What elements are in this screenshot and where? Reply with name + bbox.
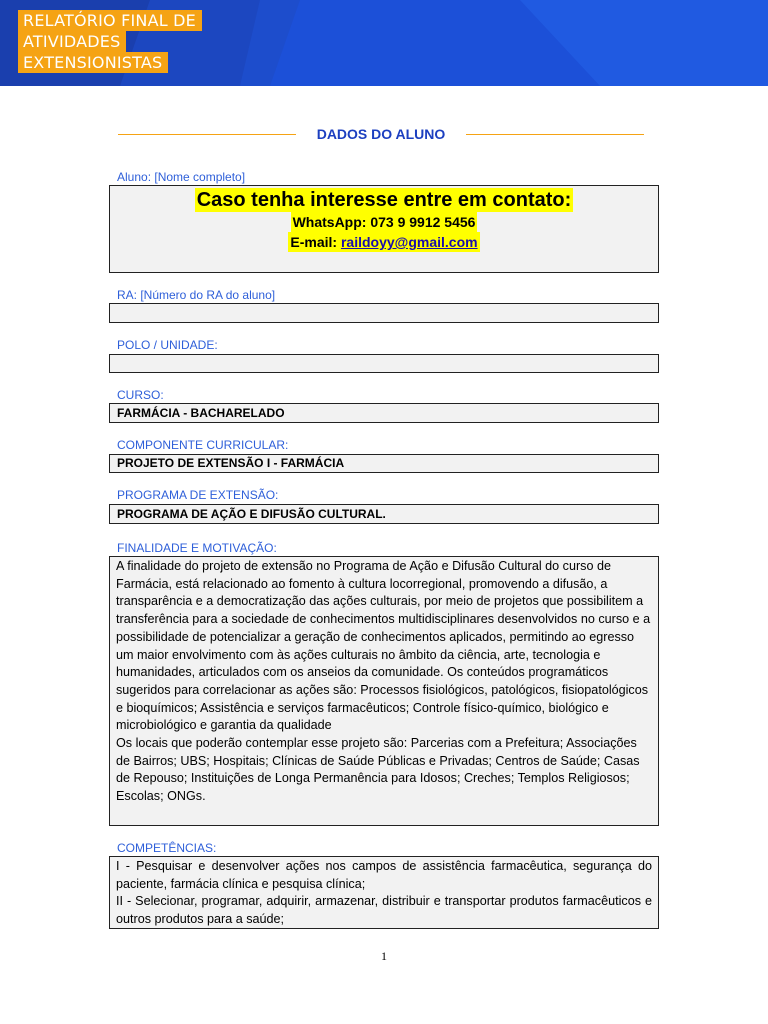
competencia-item-2: II - Selecionar, programar, adquirir, armazenar, distribuir e transportar produtos farmacêuticos e outros produtos para a saúde; — [116, 894, 652, 927]
curso-label: CURSO: — [117, 388, 164, 402]
programa-field[interactable] — [109, 504, 659, 524]
heading-rule-right — [466, 134, 644, 135]
finalidade-paragraph-2: Os locais que poderão contemplar esse projeto são: Parcerias com a Prefeitura; Associações de Bairros; UBS; Hospitais; Clínicas de Saúde Públicas e Privadas; Centros de Saúde; Casas de Repouso; Instituições de Longa Permanência para Idosos; Creches; Templos Religiosos; Escolas; ONGs. — [116, 736, 640, 804]
section-title: DADOS DO ALUNO — [316, 126, 446, 142]
competencias-field[interactable] — [109, 856, 659, 929]
report-title — [18, 10, 202, 73]
page-number: 1 — [381, 949, 387, 963]
report-title-line-1: RELATÓRIO FINAL DE — [18, 10, 202, 31]
componente-field[interactable] — [109, 454, 659, 473]
whatsapp-text: WhatsApp: 073 9 9912 5456 — [292, 214, 476, 230]
email-link[interactable]: raildoyy@gmail.com — [340, 234, 478, 250]
polo-field[interactable] — [109, 354, 659, 373]
aluno-label: Aluno: [Nome completo] — [117, 170, 246, 184]
programa-label: PROGRAMA DE EXTENSÃO: — [117, 488, 279, 502]
ra-field[interactable] — [109, 303, 659, 323]
email-label: E-mail: — [290, 234, 338, 250]
curso-value: FARMÁCIA - BACHARELADO — [117, 406, 285, 420]
componente-value: PROJETO DE EXTENSÃO I - FARMÁCIA — [117, 456, 345, 470]
finalidade-paragraph-1: A finalidade do projeto de extensão no Programa de Ação e Difusão Cultural do curso de Farmácia, está relacionado ao fomento à cultura locorregional, promovendo a difusão, a transparência e a democratização das ações culturais, por meio de projetos que possibilitem a transferência para a sociedade de conhecimentos multidisciplinares desenvolvidos no curso e a possibilidade de potencializar a geração de conhecimentos aplicados, permitindo ao egresso um maior envolvimento com às ações culturais no âmbito da ciência, arte, tecnologia e humanidades, articulados com os anseios da comunidade. Os conteúdos programáticos sugeridos para correlacionar as ações são: Processos fisiológicos, patológicos, fisiopatológicos e bioquímicos; Assistência e serviços farmacêuticos; Controle físico-químico, biológico e microbiológico e garantia da qualidade — [116, 559, 651, 733]
contact-title: Caso tenha interesse entre em contato: — [196, 189, 572, 211]
ra-label: RA: [Número do RA do aluno] — [117, 288, 276, 302]
programa-value: PROGRAMA DE AÇÃO E DIFUSÃO CULTURAL. — [117, 507, 386, 521]
report-title-line-3: EXTENSIONISTAS — [18, 52, 168, 73]
polo-label: POLO / UNIDADE: — [117, 338, 218, 352]
report-title-line-2: ATIVIDADES — [18, 31, 126, 52]
competencia-item-1: I - Pesquisar e desenvolver ações nos campos de assistência farmacêutica, segurança do paciente, farmácia clínica e pesquisa clínica; — [116, 859, 652, 891]
email-line — [288, 232, 479, 252]
aluno-field[interactable] — [109, 185, 659, 273]
section-heading — [118, 124, 644, 144]
componente-label: COMPONENTE CURRICULAR: — [117, 438, 289, 452]
finalidade-field[interactable] — [109, 556, 659, 826]
header-banner — [0, 0, 768, 86]
finalidade-label: FINALIDADE E MOTIVAÇÃO: — [117, 541, 277, 555]
curso-field[interactable] — [109, 403, 659, 423]
competencias-label: COMPETÊNCIAS: — [117, 841, 217, 855]
